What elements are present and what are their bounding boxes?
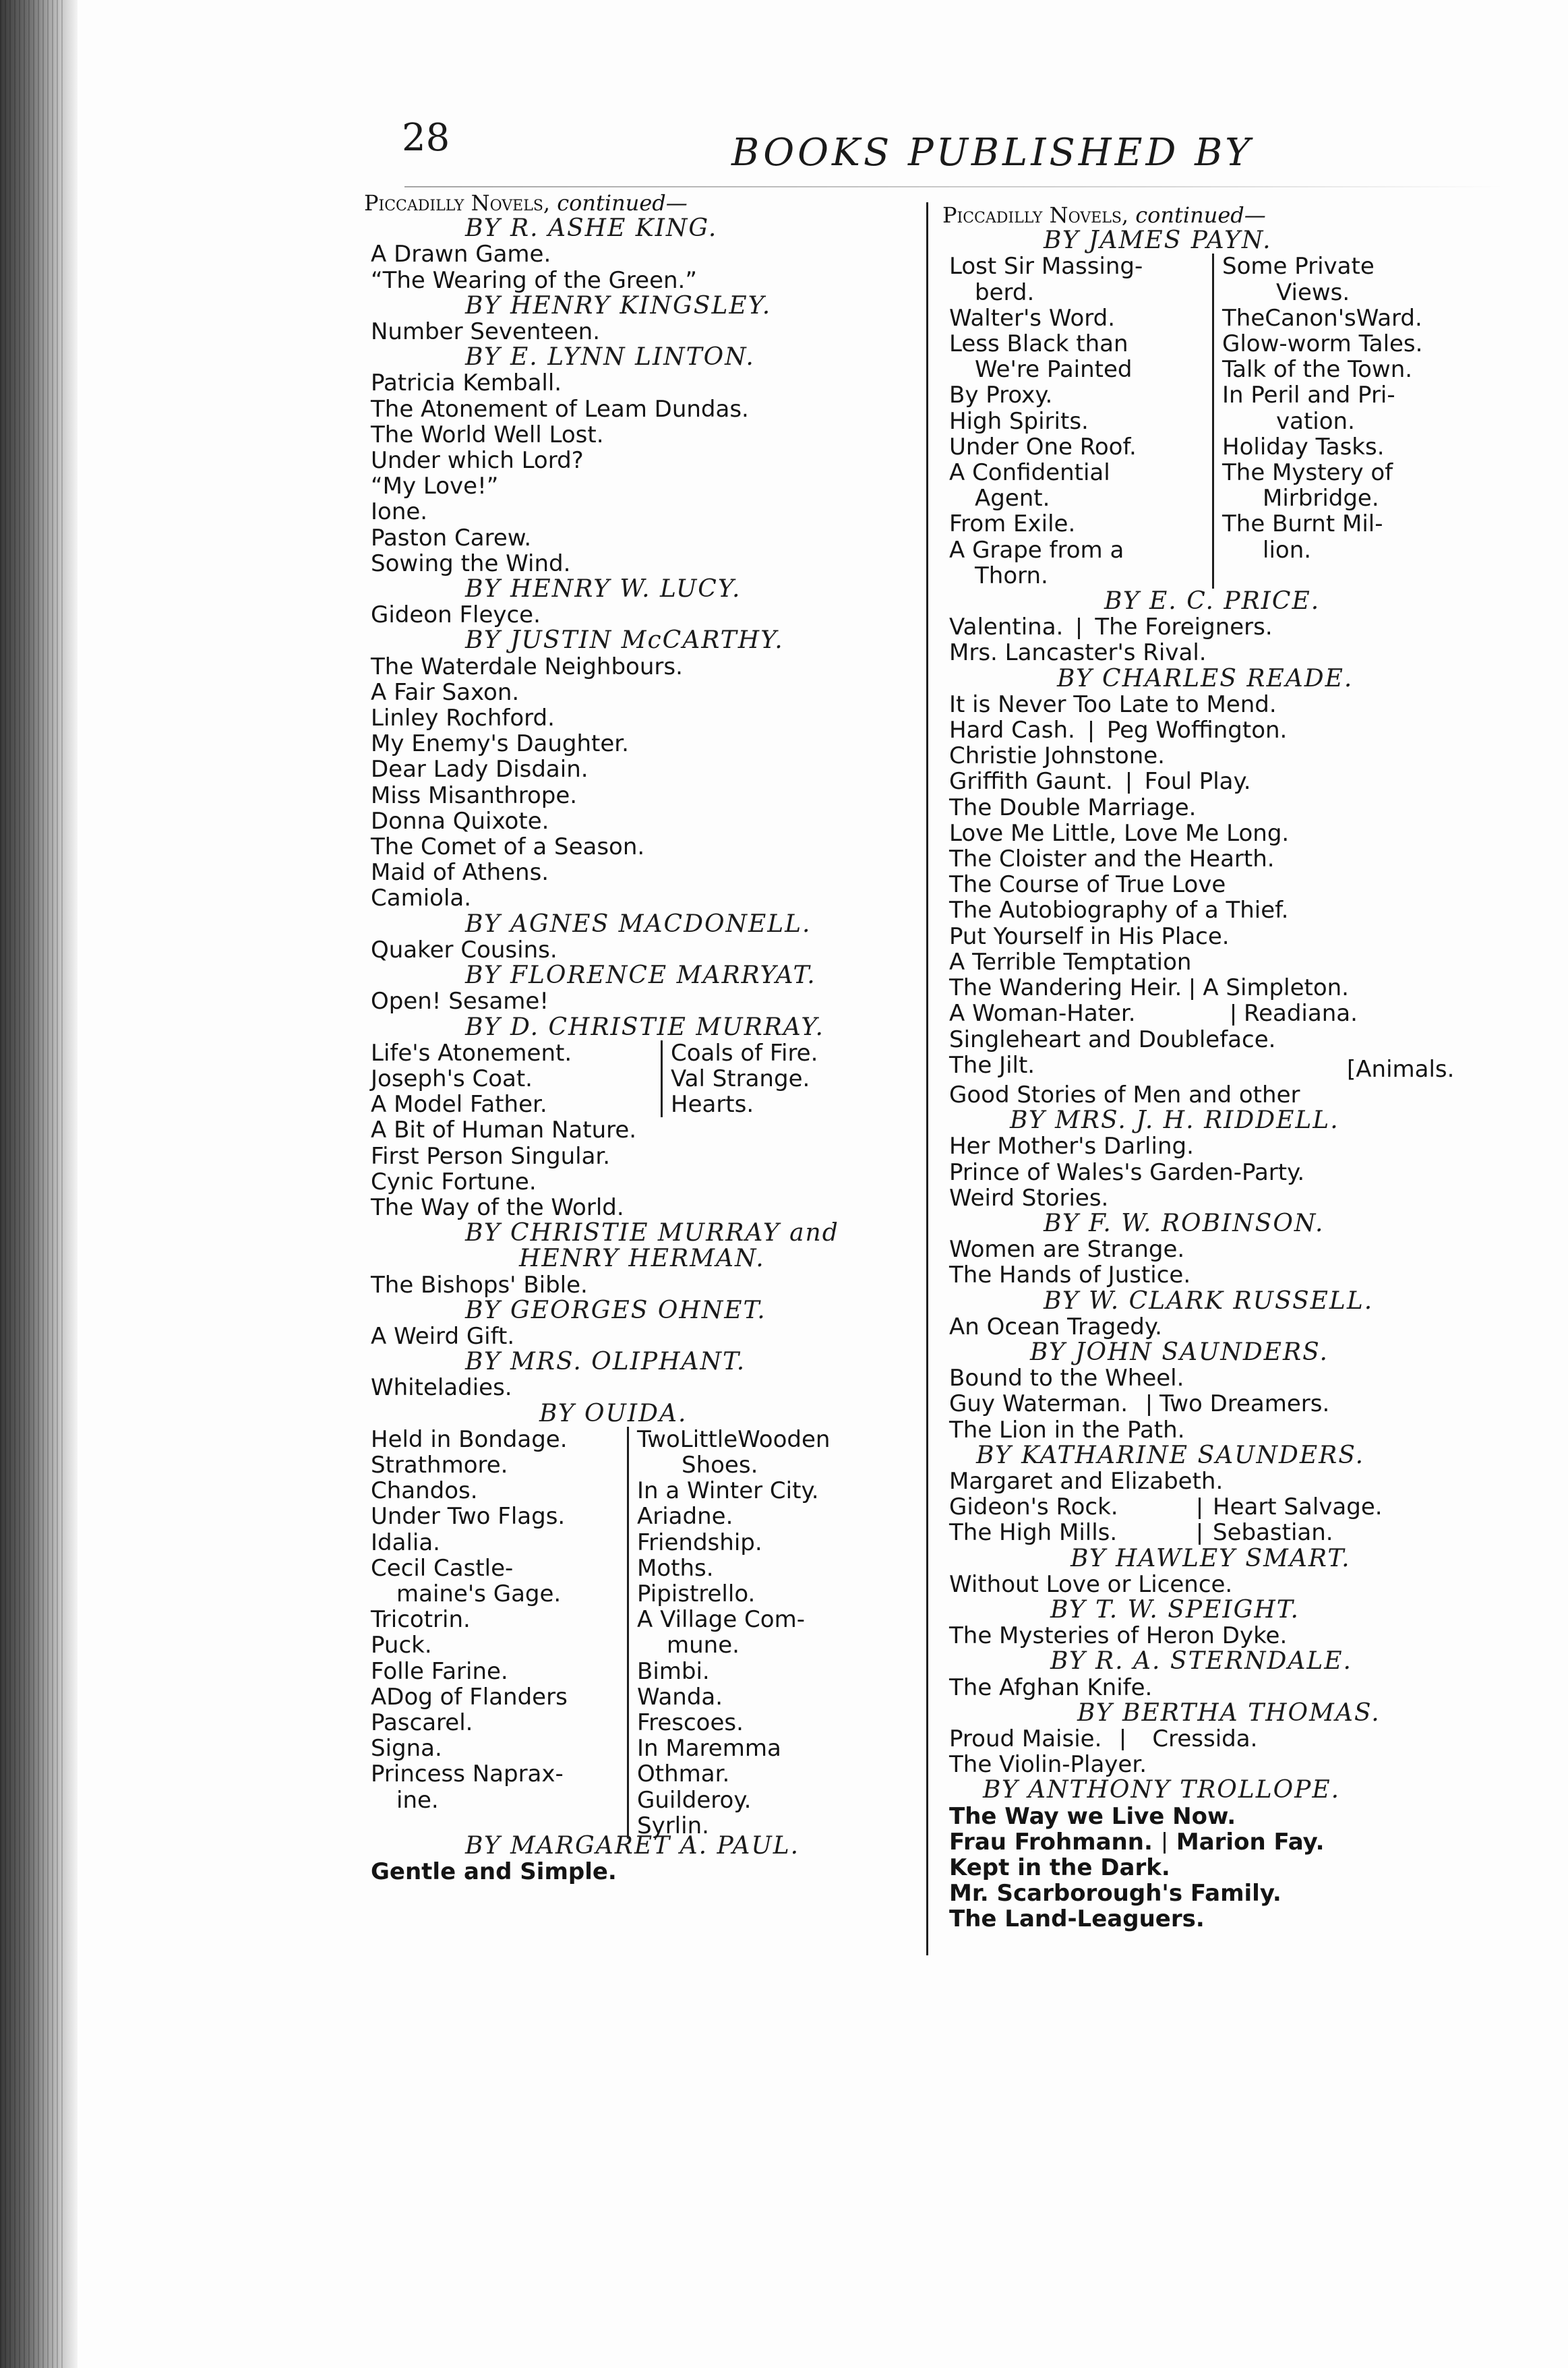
author-heading: BY JUSTIN McCARTHY. [465,626,784,655]
book-title: The Burnt Mil- [1222,510,1383,538]
book-title: The Double Marriage. [949,794,1197,821]
book-title: The Lion in the Path. [949,1416,1185,1444]
author-heading-continued: HENRY HERMAN. [519,1245,765,1273]
author-heading: BY E. LYNN LINTON. [465,343,755,372]
book-title: Held in Bondage. [371,1425,568,1453]
book-title: Foul Play. [1144,768,1251,796]
book-title: Walter's Word. [949,304,1116,332]
pair-divider [1122,1729,1124,1750]
book-title: A Village Com- [637,1606,805,1634]
book-title: The Mysteries of Heron Dyke. [949,1622,1288,1650]
book-title: Frau Frohmann. [949,1828,1153,1856]
author-heading: BY R. ASHE KING. [465,214,718,243]
book-title: A Drawn Game. [371,241,551,268]
book-title: The Wandering Heir. [949,974,1182,1002]
book-title: Coals of Fire. [671,1039,818,1067]
section-heading: Piccadilly Novels, continued— [364,190,688,216]
book-title: In Maremma [637,1735,781,1763]
book-title: Under One Roof. [949,433,1137,461]
table-left-cell [942,254,1212,589]
book-title: Under Two Flags. [371,1503,566,1531]
book-title: A Simpleton. [1203,974,1349,1002]
book-title: The Land-Leaguers. [949,1905,1205,1933]
book-title: Thorn. [975,562,1048,589]
title-table [942,254,1502,589]
book-title: The Comet of a Season. [371,833,645,861]
pair-divider [1078,618,1080,639]
book-title: Sowing the Wind. [371,550,571,577]
book-title: Agent. [975,485,1050,512]
book-title: Two Dreamers. [1159,1390,1330,1418]
author-heading: BY F. W. ROBINSON. [1044,1209,1325,1237]
book-title-continuation: [Animals. [1347,1055,1455,1083]
book-title: Quaker Cousins. [371,936,557,964]
book-title: A Bit of Human Nature. [371,1117,637,1144]
book-title: Puck. [371,1632,432,1659]
title-table [364,1427,910,1839]
book-title: Wanda. [637,1683,723,1711]
running-head: BOOKS PUBLISHED BY [731,131,1254,175]
table-left-cell [364,1427,627,1839]
author-heading: BY AGNES MACDONELL. [465,910,812,938]
author-heading: BY T. W. SPEIGHT. [1050,1595,1300,1624]
table-right-cell [661,1040,818,1118]
title-pair [942,1726,1502,1752]
book-title: Joseph's Coat. [371,1065,533,1092]
author-heading: BY HENRY W. LUCY. [465,575,742,603]
book-title: A Woman-Hater. [949,1000,1136,1028]
book-title: The Hands of Justice. [949,1262,1191,1289]
book-title: Open! Sesame! [371,988,549,1015]
book-title: Proud Maisie. [949,1725,1102,1752]
book-title: Sebastian. [1213,1519,1333,1547]
book-title: Number Seventeen. [371,318,600,346]
book-title: mune. [667,1632,740,1659]
book-title: Talk of the Town. [1222,356,1413,384]
title-pair [942,1829,1502,1855]
author-heading: BY GEORGES OHNET. [465,1296,766,1324]
author-heading: BY W. CLARK RUSSELL. [1044,1286,1374,1315]
column-divider [926,202,928,1955]
book-title: The World Well Lost. [371,421,604,448]
author-heading: BY MRS. J. H. RIDDELL. [1010,1106,1339,1135]
book-title: Peg Woffington. [1106,717,1288,744]
book-title: Singleheart and Doubleface. [949,1026,1276,1053]
book-title: Val Strange. [671,1065,810,1092]
author-heading: BY CHRISTIE MURRAY and [465,1219,839,1247]
book-title: The Waterdale Neighbours. [371,653,683,680]
author-heading: BY KATHARINE SAUNDERS. [976,1441,1365,1469]
book-title: ADog of Flanders [371,1683,568,1711]
book-title: Holiday Tasks. [1222,433,1385,461]
author-heading: BY FLORENCE MARRYAT. [465,961,816,990]
book-title: In a Winter City. [637,1477,819,1505]
title-pair [942,717,1502,743]
table-left-cell [364,1040,661,1118]
book-title: vation. [1276,407,1355,435]
book-title: maine's Gage. [396,1580,562,1607]
book-title: Patricia Kemball. [371,369,562,397]
pair-divider [1191,978,1193,1000]
book-title: Idalia. [371,1529,440,1556]
book-title: Whiteladies. [371,1374,512,1402]
book-title: Linley Rochford. [371,705,555,732]
book-title: Griffith Gaunt. [949,768,1113,796]
book-title: By Proxy. [949,382,1053,409]
book-title: Gideon's Rock. [949,1493,1118,1521]
book-title: Readiana. [1244,1000,1358,1028]
title-table [364,1040,910,1118]
book-title: Gentle and Simple. [371,1858,617,1886]
book-title: Pascarel. [371,1709,473,1736]
book-title: The Foreigners. [1095,614,1273,641]
book-title: Hard Cash. [949,717,1075,744]
book-title: In Peril and Pri- [1222,382,1395,409]
pair-divider [1232,1004,1234,1026]
book-title: The Jilt. [949,1051,1035,1079]
book-title: The Bishops' Bible. [371,1271,588,1299]
book-title: An Ocean Tragedy. [949,1313,1162,1340]
author-heading: BY R. A. STERNDALE. [1050,1647,1352,1676]
book-title: A Confidential [949,459,1110,487]
book-title: Margaret and Elizabeth. [949,1467,1224,1495]
book-title: Othmar. [637,1760,730,1788]
book-title: “My Love!” [371,473,499,500]
book-title: The Cloister and the Hearth. [949,846,1275,873]
author-heading: BY HAWLEY SMART. [1071,1544,1351,1572]
author-heading: BY JOHN SAUNDERS. [1030,1338,1329,1366]
book-title: Signa. [371,1735,442,1763]
pair-divider [1128,772,1130,794]
book-title: The Afghan Knife. [949,1674,1153,1701]
book-title: Life's Atonement. [371,1039,572,1067]
author-heading: BY OUIDA. [539,1399,688,1427]
book-title: It is Never Too Late to Mend. [949,690,1277,718]
pair-divider [1199,1523,1201,1545]
author-heading: BY CHARLES READE. [1057,664,1354,692]
book-title: Kept in the Dark. [949,1854,1170,1881]
book-title: First Person Singular. [371,1142,611,1170]
right-column [942,202,1502,1932]
book-title: Guy Waterman. [949,1390,1128,1418]
book-title: Heart Salvage. [1213,1493,1383,1521]
title-pair [942,1494,1502,1520]
book-title: Syrlin. [637,1812,709,1839]
book-title: Hearts. [671,1091,754,1119]
book-title: My Enemy's Daughter. [371,730,629,758]
book-title: Tricotrin. [371,1606,471,1634]
book-title: Ione. [371,498,428,526]
book-title: Bimbi. [637,1657,710,1685]
book-title: Moths. [637,1554,714,1582]
book-title: A Fair Saxon. [371,678,520,706]
book-title: A Weird Gift. [371,1322,515,1350]
left-column [364,190,910,1885]
table-right-cell [1212,254,1422,589]
book-title: Shoes. [682,1451,758,1479]
book-title: Cynic Fortune. [371,1168,537,1195]
page-number: 28 [402,116,450,160]
book-title: Mrs. Lancaster's Rival. [949,639,1207,667]
title-pair [942,1520,1502,1545]
book-title: The Violin-Player. [949,1751,1147,1779]
book-title: Dear Lady Disdain. [371,756,589,783]
book-title: Strathmore. [371,1451,508,1479]
book-title: Her Mother's Darling. [949,1133,1194,1160]
book-title: The Way of the World. [371,1193,624,1221]
book-title: Donna Quixote. [371,807,549,835]
book-title: Some Private [1222,253,1375,280]
title-pair [942,769,1502,794]
book-title: A Terrible Temptation [949,948,1192,976]
title-pair [942,1001,1502,1026]
book-title: Frescoes. [637,1709,744,1736]
book-title: Mirbridge. [1263,485,1379,512]
book-title: TheCanon'sWard. [1222,304,1422,332]
author-heading: BY BERTHA THOMAS. [1077,1698,1381,1727]
book-title: Marion Fay. [1176,1828,1325,1856]
pair-divider [1164,1832,1166,1854]
title-pair [942,1391,1502,1417]
book-title: Guilderoy. [637,1786,752,1814]
book-title: Less Black than [949,330,1128,358]
book-title: Camiola. [371,885,472,912]
book-title: Friendship. [637,1529,762,1556]
book-title: Chandos. [371,1477,478,1505]
book-title: The Course of True Love [949,871,1226,899]
book-title: The Mystery of [1222,459,1393,487]
book-title: Cressida. [1152,1725,1258,1752]
pair-divider [1090,721,1092,742]
book-title: ine. [396,1786,439,1814]
book-title: From Exile. [949,510,1076,538]
book-title: Princess Naprax- [371,1760,564,1788]
book-title: The Autobiography of a Thief. [949,897,1289,924]
author-heading: BY HENRY KINGSLEY. [465,291,772,320]
title-pair [942,975,1502,1001]
book-title: Ariadne. [637,1503,733,1531]
book-title: Views. [1276,278,1350,306]
page-edge-lines [0,0,64,2368]
book-title: We're Painted [975,356,1133,384]
author-heading: BY MARGARET A. PAUL. [465,1832,800,1860]
author-heading: BY D. CHRISTIE MURRAY. [465,1013,824,1041]
book-title: Folle Farine. [371,1657,508,1685]
book-title: Mr. Scarborough's Family. [949,1880,1281,1907]
book-title: Paston Carew. [371,524,532,552]
book-title: Christie Johnstone. [949,742,1165,770]
table-right-cell [627,1427,830,1839]
author-heading: BY MRS. OLIPHANT. [465,1348,746,1376]
book-title: Under which Lord? [371,447,584,475]
book-title: Glow-worm Tales. [1222,330,1423,358]
header-rule [404,186,1505,187]
book-title: A Model Father. [371,1091,547,1119]
book-title: Bound to the Wheel. [949,1365,1184,1392]
book-title: The Atonement of Leam Dundas. [371,395,749,423]
book-title: Valentina. [949,614,1064,641]
book-title: Gideon Fleyce. [371,601,541,629]
book-title: Without Love or Licence. [949,1570,1233,1598]
book-title: Lost Sir Massing- [949,253,1143,280]
section-heading: Piccadilly Novels, continued— [942,202,1266,228]
book-title: Miss Misanthrope. [371,781,578,809]
book-title: Put Yourself in His Place. [949,922,1230,950]
book-title: Good Stories of Men and other [949,1081,1300,1108]
book-title: High Spirits. [949,407,1089,435]
author-heading: BY JAMES PAYN. [1044,227,1272,255]
book-title: The High Mills. [949,1519,1118,1547]
title-line [942,1051,1502,1083]
pair-divider [1148,1394,1150,1416]
book-title: Cecil Castle- [371,1554,514,1582]
pair-divider [1199,1498,1201,1519]
book-title: Maid of Athens. [371,859,549,887]
book-title: Weird Stories. [949,1184,1109,1212]
book-title: Prince of Wales's Garden-Party. [949,1158,1305,1186]
book-title: A Grape from a [949,536,1124,564]
title-pair [942,614,1502,640]
book-title: lion. [1263,536,1312,564]
book-title: Pipistrello. [637,1580,756,1607]
book-title: Women are Strange. [949,1236,1185,1264]
author-heading: BY ANTHONY TROLLOPE. [983,1776,1341,1804]
book-title: Love Me Little, Love Me Long. [949,819,1290,847]
book-title: The Way we Live Now. [949,1802,1236,1830]
author-heading: BY E. C. PRICE. [1104,587,1321,616]
book-title: TwoLittleWooden [637,1425,831,1453]
book-title: berd. [975,278,1035,306]
book-title: “The Wearing of the Green.” [371,266,697,294]
